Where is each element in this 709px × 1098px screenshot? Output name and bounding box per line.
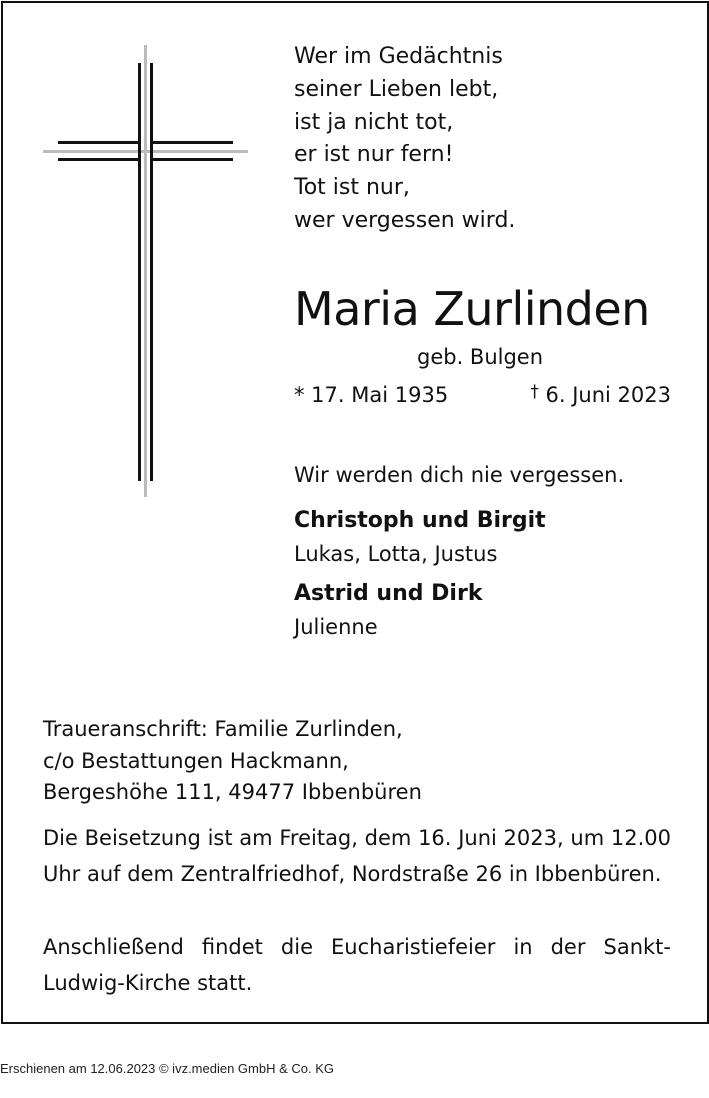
- memorial-poem: [294, 41, 515, 238]
- funeral-info: Die Beisetzung ist am Freitag, dem 16. Juni 2023, um 12.00 Uhr auf dem Zentralfriedhof, Nordstraße 26 in Ibbenbüren.: [43, 826, 671, 886]
- death-date-group: [530, 381, 671, 411]
- poem-line: wer vergessen wird.: [294, 207, 516, 233]
- address-line: Bergeshöhe 111, 49477 Ibbenbüren: [43, 780, 422, 804]
- obituary-frame: [1, 1, 709, 1024]
- condolence-address: [43, 714, 422, 809]
- family-names: Astrid und Dirk: [294, 581, 483, 606]
- dagger-icon: †: [530, 382, 539, 402]
- family-children: Julienne: [294, 615, 378, 639]
- publication-footer: Erschienen am 12.06.2023 © ivz.medien GmbH & Co. KG: [0, 1061, 335, 1076]
- maiden-name: geb. Bulgen: [417, 345, 544, 369]
- address-line: Traueranschrift: Familie Zurlinden,: [43, 717, 403, 741]
- poem-line: Tot ist nur,: [294, 175, 410, 201]
- poem-line: er ist nur fern!: [294, 142, 454, 168]
- birth-date: * 17. Mai 1935: [294, 383, 449, 407]
- family-names: Christoph und Birgit: [294, 508, 546, 533]
- deceased-name: Maria Zurlinden: [294, 282, 650, 336]
- poem-line: seiner Lieben lebt,: [294, 76, 499, 102]
- family-children: Lukas, Lotta, Justus: [294, 542, 498, 566]
- poem-line: Wer im Gedächtnis: [294, 44, 503, 69]
- address-line: c/o Bestattungen Hackmann,: [43, 748, 349, 773]
- poem-line: ist ja nicht tot,: [294, 109, 454, 135]
- closing-note: Wir werden dich nie vergessen.: [294, 463, 625, 487]
- cross-icon: [43, 45, 248, 497]
- service-info: Anschließend findet die Eucharistiefeier in der Sankt-Ludwig-Kirche statt.: [43, 935, 671, 995]
- death-date: 6. Juni 2023: [545, 383, 671, 407]
